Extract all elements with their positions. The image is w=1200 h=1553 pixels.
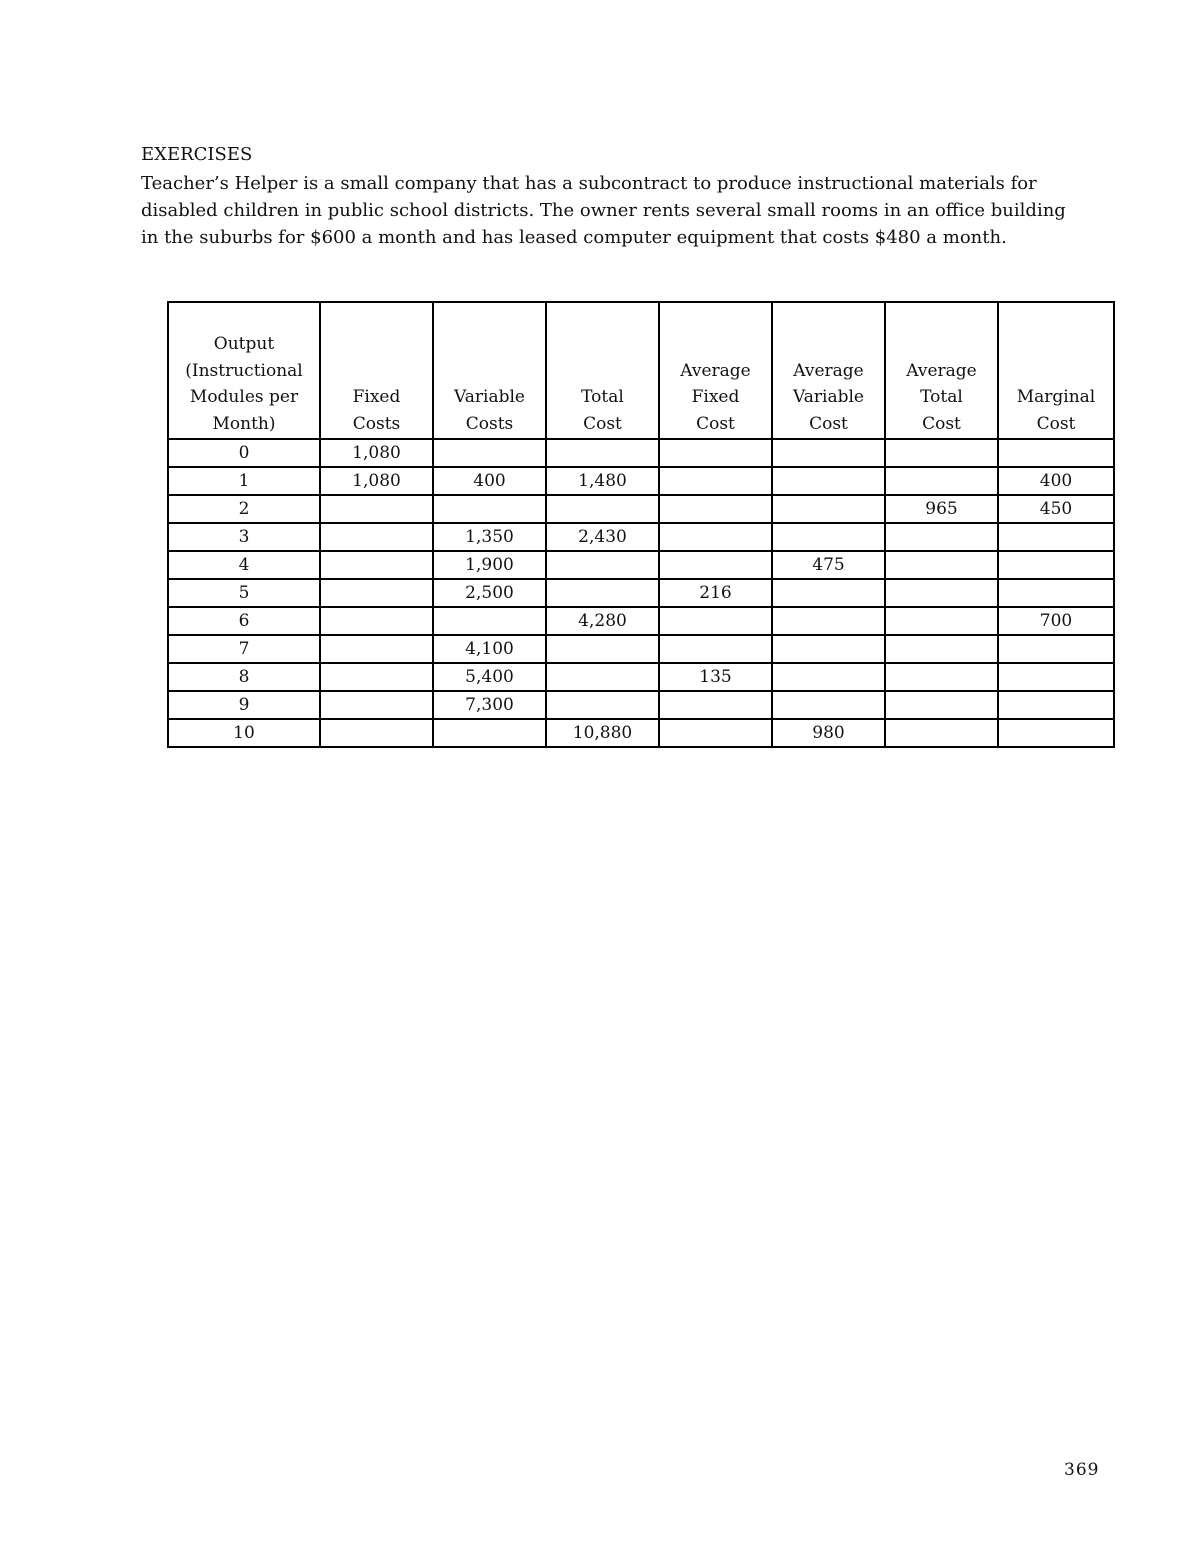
table-cell	[320, 495, 433, 523]
table-cell	[659, 439, 772, 467]
header-variable-costs: Variable Costs	[433, 302, 546, 439]
table-cell	[659, 607, 772, 635]
table-cell	[772, 495, 885, 523]
table-cell	[659, 635, 772, 663]
table-header-row	[168, 302, 1114, 439]
table-cell: 7	[168, 635, 320, 663]
table-cell	[546, 663, 659, 691]
table-cell	[772, 523, 885, 551]
table-cell: 0	[168, 439, 320, 467]
table-cell	[998, 719, 1114, 747]
table-row	[168, 439, 1114, 467]
table-cell: 1	[168, 467, 320, 495]
table-cell	[772, 607, 885, 635]
table-cell: 3	[168, 523, 320, 551]
table-cell: 9	[168, 691, 320, 719]
table-row	[168, 607, 1114, 635]
table-cell	[885, 719, 998, 747]
table-cell	[546, 439, 659, 467]
table-cell	[320, 719, 433, 747]
table-cell: 135	[659, 663, 772, 691]
table-cell	[320, 691, 433, 719]
table-cell: 980	[772, 719, 885, 747]
table-cell	[433, 439, 546, 467]
table-row	[168, 579, 1114, 607]
table-cell	[546, 691, 659, 719]
section-heading: EXERCISES	[141, 144, 253, 165]
table-cell: 1,480	[546, 467, 659, 495]
table-cell	[659, 495, 772, 523]
header-output: Output (Instructional Modules per Month)	[168, 302, 320, 439]
intro-paragraph: Teacher’s Helper is a small company that has a subcontract to produce instructional materials for disabled children in public school districts. The owner rents several small rooms in an office building in the suburbs for $600 a month and has leased computer equipment that costs $480 a month.	[141, 173, 1066, 248]
table-cell	[320, 663, 433, 691]
table-cell	[320, 579, 433, 607]
table-cell	[546, 551, 659, 579]
table-cell	[772, 467, 885, 495]
table-cell	[659, 551, 772, 579]
table-cell	[885, 551, 998, 579]
table-cell	[998, 635, 1114, 663]
table-cell	[320, 607, 433, 635]
table-cell	[659, 467, 772, 495]
table-cell	[998, 439, 1114, 467]
table-cell	[998, 579, 1114, 607]
table-cell	[433, 495, 546, 523]
table-cell	[998, 663, 1114, 691]
table-row	[168, 495, 1114, 523]
table-cell: 5,400	[433, 663, 546, 691]
table-cell	[772, 691, 885, 719]
table-cell: 4	[168, 551, 320, 579]
header-fixed-costs: Fixed Costs	[320, 302, 433, 439]
table-cell: 10,880	[546, 719, 659, 747]
table-cell	[998, 691, 1114, 719]
table-row	[168, 551, 1114, 579]
header-total-cost: Total Cost	[546, 302, 659, 439]
table-cell	[659, 719, 772, 747]
table-cell	[885, 663, 998, 691]
table-cell: 4,280	[546, 607, 659, 635]
table-cell	[659, 691, 772, 719]
table-cell	[433, 719, 546, 747]
table-cell: 2,500	[433, 579, 546, 607]
table-cell: 965	[885, 495, 998, 523]
cost-table	[167, 301, 1115, 748]
table-cell	[885, 607, 998, 635]
table-cell: 6	[168, 607, 320, 635]
table-cell: 10	[168, 719, 320, 747]
table-cell: 1,080	[320, 467, 433, 495]
table-row	[168, 663, 1114, 691]
table-cell	[998, 523, 1114, 551]
table-cell: 1,900	[433, 551, 546, 579]
table-cell	[772, 635, 885, 663]
header-average-total-cost: Average Total Cost	[885, 302, 998, 439]
table-cell: 4,100	[433, 635, 546, 663]
table-cell: 216	[659, 579, 772, 607]
table-cell: 1,080	[320, 439, 433, 467]
table-cell: 475	[772, 551, 885, 579]
table-cell	[433, 607, 546, 635]
table-cell: 7,300	[433, 691, 546, 719]
table-cell	[885, 579, 998, 607]
header-marginal-cost: Marginal Cost	[998, 302, 1114, 439]
table-cell	[320, 551, 433, 579]
table-cell: 8	[168, 663, 320, 691]
table-cell	[772, 663, 885, 691]
table-cell	[885, 691, 998, 719]
table-cell: 1,350	[433, 523, 546, 551]
table-cell	[659, 523, 772, 551]
table-cell	[320, 523, 433, 551]
header-average-variable-cost: Average Variable Cost	[772, 302, 885, 439]
page-number: 369	[1064, 1460, 1100, 1480]
table-body	[168, 439, 1114, 747]
table-cell	[998, 551, 1114, 579]
table-cell: 400	[998, 467, 1114, 495]
table-cell	[546, 635, 659, 663]
table-cell	[885, 439, 998, 467]
table-cell	[885, 467, 998, 495]
table-row	[168, 635, 1114, 663]
table-cell: 700	[998, 607, 1114, 635]
table-cell	[885, 635, 998, 663]
table-cell: 2,430	[546, 523, 659, 551]
table-cell: 400	[433, 467, 546, 495]
table-cell	[320, 635, 433, 663]
table-cell: 2	[168, 495, 320, 523]
table-row	[168, 719, 1114, 747]
table-row	[168, 467, 1114, 495]
table-cell	[546, 579, 659, 607]
table-cell	[772, 579, 885, 607]
header-average-fixed-cost: Average Fixed Cost	[659, 302, 772, 439]
table-cell	[546, 495, 659, 523]
table-row	[168, 691, 1114, 719]
table-row	[168, 523, 1114, 551]
table-cell: 5	[168, 579, 320, 607]
table-cell	[772, 439, 885, 467]
table-cell	[885, 523, 998, 551]
table-cell: 450	[998, 495, 1114, 523]
